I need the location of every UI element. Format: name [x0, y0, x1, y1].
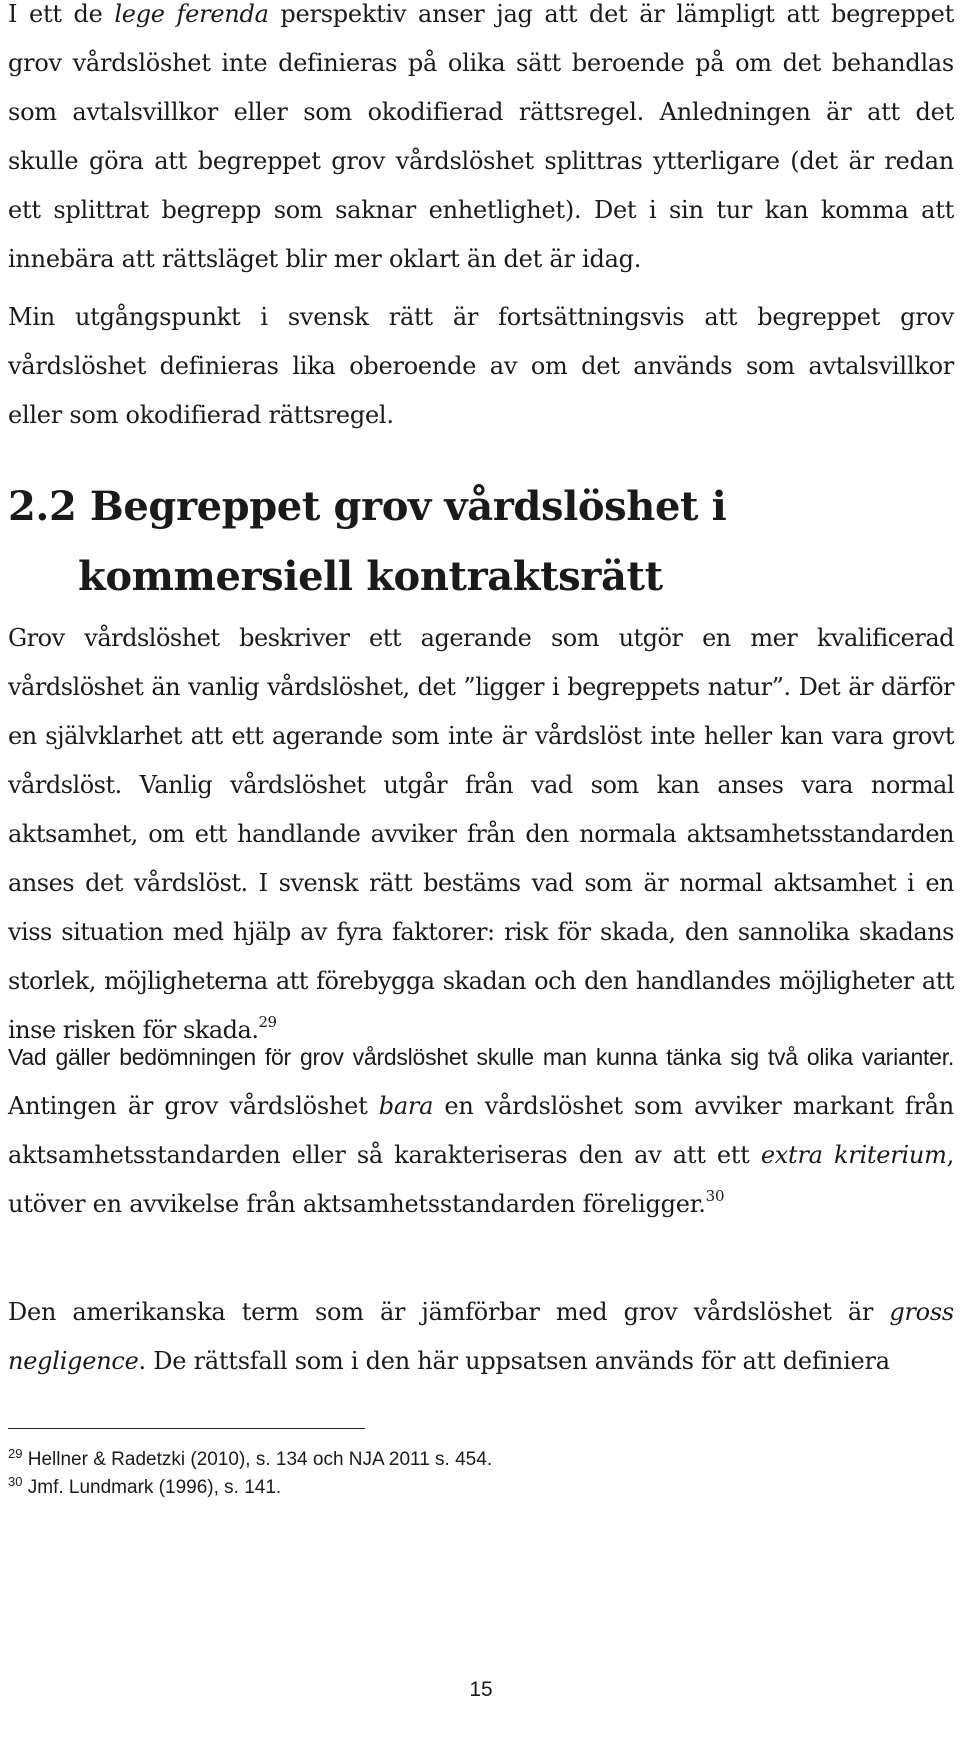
section-heading	[8, 472, 954, 612]
footnote-30	[8, 1476, 281, 1500]
footnote-text: Hellner & Radetzki (2010), s. 134 och NJA 2011 s. 454.	[22, 1449, 493, 1470]
paragraph-gross-negligence: Den amerikanska term som är jämförbar med grov vårdslöshet är gross negligence. De rättsfall som i den här uppsatsen används för att definiera	[8, 1298, 954, 1375]
paragraph-assessment: Vad gäller bedömningen för grov vårdslöshet skulle man kunna tänka sig två olika varianter. Antingen är grov vårdslöshet bara en vårdslöshet som avviker markant från aktsamhetsstandarden eller så karakteriseras den av att ett extra kriterium, utöver en avvikelse från aktsamhetsstandarden föreligger.$^{30}$	[8, 1044, 954, 1218]
footnote-ref-29: 29	[258, 1013, 277, 1031]
section-title-line1: Begreppet grov vårdslöshet i	[76, 483, 727, 530]
footnote-separator	[8, 1428, 365, 1429]
footnote-ref-30: 30	[705, 1187, 725, 1205]
footnote-number: 30	[8, 1474, 23, 1489]
footnote-29	[8, 1448, 492, 1472]
footnote-number: 29	[8, 1446, 23, 1461]
assessment-sans-sentence: Vad gäller bedömningen för grov vårdslöshet skulle man kunna tänka sig två olika varianter.	[8, 1044, 954, 1070]
emphasis-lege-ferenda: lege ferenda	[114, 0, 269, 28]
emphasis-bara: bara	[378, 1092, 434, 1120]
footnote-text: Jmf. Lundmark (1996), s. 141.	[22, 1477, 282, 1498]
emphasis-extra-kriterium: extra kriterium	[760, 1141, 947, 1169]
emphasis-gross-negligence: gross negligence	[8, 1298, 954, 1375]
section-title-line2: kommersiell kontraktsrätt	[78, 553, 663, 600]
paragraph-definition: Grov vårdslöshet beskriver ett agerande som utgör en mer kvalificerad vårdslöshet än vanlig vårdslöshet, det ”ligger i begreppets natur”. Det är därför en självklarhet att ett agerande som inte är vårdslöst inte heller kan vara grovt vårdslöst. Vanlig vårdslöshet utgår från vad som kan anses vara normal aktsamhet, om ett handlande avviker från den normala aktsamhetsstandarden anses det vårdslöst. I svensk rätt bestäms vad som är normal aktsamhet i en viss situation med hjälp av fyra faktorer: risk för skada, den sannolika skadans storlek, möjligheterna att förebygga skadan och den handlandes möjligheter att inse risken för skada.$^{29}$	[8, 624, 954, 1044]
page-number: 15	[469, 1678, 493, 1701]
paragraph-lege-ferenda: I ett de lege ferenda perspektiv anser jag att det är lämpligt att begreppet grov vårdslöshet inte definieras på olika sätt beroende på om det behandlas som avtalsvillkor eller som okodifierad rättsregel. Anledningen är att det skulle göra att begreppet grov vårdslöshet splittras ytterligare (det är redan ett splittrat begrepp som saknar enhetlighet). Det i sin tur kan komma att innebära att rättsläget blir mer oklart än det är idag.	[8, 0, 954, 273]
section-number: 2.2	[8, 483, 77, 530]
paragraph-starting-point: Min utgångspunkt i svensk rätt är fortsättningsvis att begreppet grov vårdslöshet definieras lika oberoende av om det används som avtalsvillkor eller som okodifierad rättsregel.	[8, 303, 954, 429]
document-page	[8, 0, 954, 1739]
